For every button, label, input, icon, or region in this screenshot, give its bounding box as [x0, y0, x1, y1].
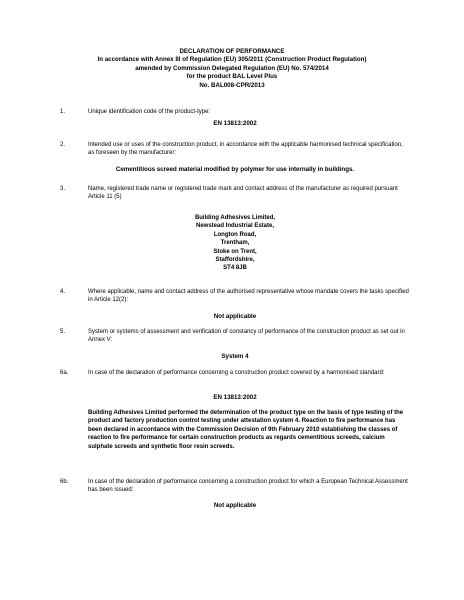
address-line: Stoke on Trent,: [213, 248, 257, 255]
item-6a-paragraph: Building Adhesives Limited performed the determination of the product type on the basis of type testing of the product and factory production control testing under attestation system 4. Reaction to fire performance has been declared in accordance with the Commission Decision of 9th February 2010 establishing the classes of reaction to fire performance for certain construction products as regards cementitious screeds, calcium sulphate screeds and synthetic floor resin screeds.: [88, 410, 404, 450]
item-number: 6a.: [60, 370, 69, 376]
product-line: for the product BAL Level Plus: [186, 73, 278, 81]
address-line: Building Adhesives Limited,: [194, 215, 276, 221]
item-text: System or systems of assessment and verification of constancy of performance of the construction product as set out in Annex V:: [88, 329, 405, 344]
item-number: 6b.: [60, 479, 69, 485]
item-6b-answer: Not applicable: [213, 502, 257, 509]
amendment-line: amended by Commission Delegated Regulation (EU) No. 574/2014: [135, 64, 329, 72]
item-number: 3.: [60, 186, 66, 192]
address-line: ST4 8JB: [223, 265, 247, 272]
item-text: Unique identification code of the product-type:: [88, 109, 211, 115]
item-text: In case of the declaration of performance concerning a construction product for which a European Technical Assessment has been issued:: [88, 479, 408, 494]
item-4-answer: Not applicable: [213, 313, 257, 320]
regulation-line: In accordance with Annex III of Regulation (EU) 305/2011 (Construction Product Regulation): [97, 56, 367, 64]
item-1-answer: EN 13813:2002: [213, 120, 257, 127]
item-text: In case of the declaration of performance concerning a construction product covered by a harmonised standard:: [88, 370, 385, 376]
manufacturer-address: [60, 214, 410, 273]
item-text: Name, registered trade name or registered trade mark and contact address of the manufacturer as required pursuant Article 11 (5): [88, 186, 398, 201]
item-5-answer: System 4: [221, 353, 249, 360]
document-header: [0, 48, 464, 90]
address-line: Staffordshire,: [215, 257, 255, 264]
address-line: Trentham,: [220, 240, 250, 247]
item-6a-answer: EN 13813:2002: [213, 394, 257, 401]
address-line: Longton Road,: [213, 231, 257, 238]
item-number: 4.: [60, 289, 66, 295]
item-text: Where applicable, name and contact address of the authorised representative whose mandate covers the tasks specified in Article 12(2):: [88, 289, 409, 304]
address-line: Newstead Industrial Estate,: [195, 223, 275, 230]
dop-number: No. BAL008-CPR/2013: [199, 81, 265, 89]
item-text: Intended use or uses of the construction product, in accordance with the applicable harmonised technical specification, as foreseen by the manufacturer:: [88, 142, 403, 157]
item-number: 1.: [60, 109, 66, 115]
item-2-answer: Cementitious screed material modified by polymer for use internally in buildings.: [115, 166, 355, 173]
item-number: 5.: [60, 329, 66, 335]
item-number: 2.: [60, 142, 66, 148]
document-title: DECLARATION OF PERFORMANCE: [179, 48, 285, 55]
